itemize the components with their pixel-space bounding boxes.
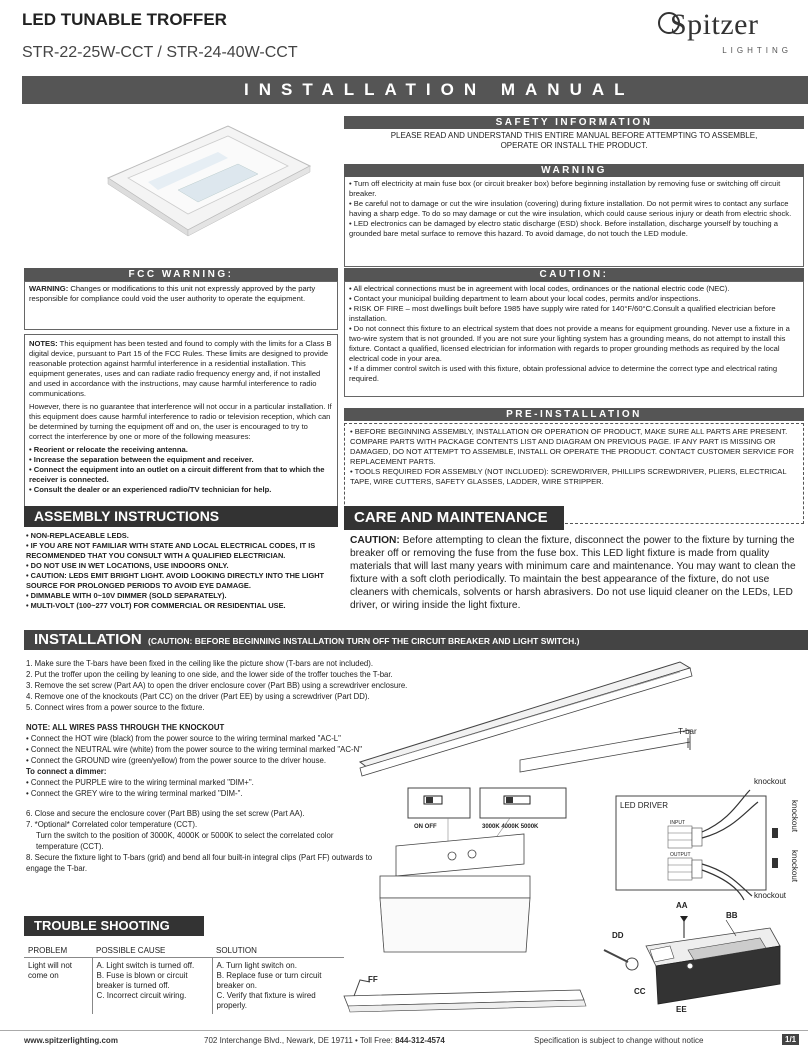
logo-word: Spitzer [670, 8, 759, 41]
tbar-label: T-bar [678, 727, 697, 736]
exploded-view-drawing [604, 916, 780, 1004]
trouble-section [24, 916, 344, 1014]
installation-heading: INSTALLATION [34, 631, 142, 648]
wire-item: • Connect the NEUTRAL wire (white) from the power source to the wiring terminal marked "AC-N" [26, 745, 362, 754]
install-step: Turn the switch to the position of 3000K, 4000K or 5000K to select the correlated color temperature (CCT). [36, 831, 334, 851]
cct-switch [480, 788, 566, 830]
caution-item: • Do not connect this fixture to an electrical system that does not provide a means for equipment grounding. Never use a fixture in a two-wire system that is not grounded. If you are not sure your lighting system has a grounding means, do not attempt to install this fixture. Contact a qualified, licensed electrician for information with regards to proper grounding methods as required by the local electrical code in your area. [349, 324, 790, 363]
safety-text-line2: OPERATE OR INSTALL THE PRODUCT. [500, 141, 648, 150]
trouble-solution: B. Replace fuse or turn circuit breaker on. [216, 971, 322, 990]
knockout-label-2: knockout [790, 800, 799, 833]
trouble-col-problem: PROBLEM [24, 944, 92, 958]
input-label: INPUT [670, 820, 685, 826]
fcc-para2: However, there is no guarantee that interference will not occur in a particular installation. If this equipment does cause harmful interference to radio or television reception, which can be determined by turning the equipment off and on, the user is encouraged to try to correct the interference by one or more of the following measures: [29, 402, 332, 441]
dimmer-item: • Connect the GREY wire to the wiring terminal marked "DIM-". [26, 789, 243, 798]
footer-phone: 844-312-4574 [395, 1036, 445, 1045]
caution-item: • RISK OF FIRE – most dwellings built before 1985 have supply wire rated for 140°F/60°C.Consult a qualified electrician before installation. [349, 304, 776, 323]
fcc-warning-label: WARNING: [29, 284, 69, 293]
manual-band: INSTALLATION MANUAL [22, 76, 808, 104]
safety-heading: SAFETY INFORMATION [344, 116, 804, 129]
fixture-back-drawing [380, 834, 530, 952]
warning-item: • LED electronics can be damaged by electro static discharge (ESD) shock. Before installation, discharge yourself by touching a grounded bare metal surface to remove this hazard. To avoid damage, do not touch the LED module. [349, 219, 778, 238]
tbar-drawing [360, 662, 692, 776]
install-step: 4. Remove one of the knockouts (Part CC) on the driver (Part EE) by using a screwdriver (Part DD). [26, 692, 370, 701]
trouble-col-solution: SOLUTION [212, 944, 344, 958]
preinstall-item: • BEFORE BEGINNING ASSEMBLY, INSTALLATION OR OPERATION OF PRODUCT, MAKE SURE ALL PARTS ARE PRESENT. COMPARE PARTS WITH PACKAGE CONTENTS LIST AND DIAGRAM ON PREVIOUS PAGE. IF ANY PART IS MISSING OR DAMAGED, DO NOT ATTEMPT TO ASSEMBLE, INSTALL OR OPERATE THE PRODUCT. CONTACT CUSTOMER SERVICE FOR REPLACEMENT PARTS. [350, 427, 795, 466]
caution-item: • Contact your municipal building department to learn about your local codes, permits and/or inspections. [349, 294, 701, 303]
trouble-col-cause: POSSIBLE CAUSE [92, 944, 212, 958]
trouble-cause: A. Light switch is turned off. [96, 961, 195, 970]
dimmer-heading: To connect a dimmer: [26, 767, 107, 776]
assembly-section [24, 506, 338, 611]
fcc-measure: • Increase the separation between the equipment and receiver. [29, 455, 254, 464]
care-section [344, 506, 804, 612]
label-aa: AA [676, 901, 688, 910]
spitzer-logo [656, 6, 798, 58]
logo-subtitle: LIGHTING [722, 46, 792, 55]
dimmer-item: • Connect the PURPLE wire to the wiring terminal marked "DIM+". [26, 778, 254, 787]
led-driver-diagram [616, 790, 778, 900]
footer-rule [0, 1030, 808, 1031]
clip-ff-drawing [344, 980, 586, 1012]
knockout-label-3: knockout [790, 850, 799, 883]
install-step: 6. Close and secure the enclosure cover (Part BB) using the set screw (Part AA). [26, 809, 305, 818]
warning-heading: WARNING [344, 164, 804, 177]
label-ee: EE [676, 1005, 687, 1014]
cct-label: 3000K 4000K 5000K [482, 824, 539, 830]
trouble-solution: A. Turn light switch on. [216, 961, 297, 970]
fcc-warning-text: Changes or modifications to this unit not expressly approved by the party responsible for compliance could void the user authority to operate the equipment. [29, 284, 316, 303]
caution-item: • If a dimmer control switch is used with this fixture, obtain professional advice to determine the correct type and electrical rating required. [349, 364, 778, 383]
footer-spec: Specification is subject to change without notice [534, 1036, 704, 1045]
install-step: 1. Make sure the T-bars have been fixed in the ceiling like the picture show (T-bars are not included). [26, 659, 374, 668]
on-off-label: ON OFF [414, 824, 437, 830]
model-numbers: STR-22-25W-CCT / STR-24-40W-CCT [22, 44, 298, 61]
table-row [24, 958, 344, 1015]
footer-address: 702 Interchange Blvd., Newark, DE 19711 • Toll Free: [204, 1036, 396, 1045]
install-step: 3. Remove the set screw (Part AA) to open the driver enclosure cover (Part BB) using a screwdriver enclosure. [26, 681, 408, 690]
page-number: 1/1 [782, 1034, 799, 1045]
installation-band [24, 630, 808, 650]
install-step: 8. Secure the fixture light to T-bars (grid) and bend all four built-in integral clips (Part FF) outwards to engage the T-bar. [26, 853, 373, 873]
output-label: OUTPUT [670, 852, 691, 858]
installation-diagram [340, 650, 806, 1030]
label-dd: DD [612, 931, 624, 940]
install-step: 2. Put the troffer upon the ceiling by leaning to one side, and the lower side of the troffer touches the T-bar. [26, 670, 393, 679]
trouble-problem: Light will not come on [24, 958, 92, 1015]
warning-item: • Turn off electricity at main fuse box (or circuit breaker box) before beginning installation by removing fuse or switching off circuit breaker. [349, 179, 781, 198]
footer-website[interactable]: www.spitzerlighting.com [24, 1036, 118, 1045]
fcc-section [24, 268, 338, 510]
trouble-solution: C. Verify that fixture is wired properly. [216, 991, 316, 1010]
assembly-item: • NON-REPLACEABLE LEDS. [26, 531, 129, 540]
fcc-measure: • Connect the equipment into an outlet on a circuit different from that to which the receiver is connected. [29, 465, 325, 484]
note-heading: NOTE: ALL WIRES PASS THROUGH THE KNOCKOUT [26, 723, 225, 732]
on-off-switch [408, 788, 470, 830]
label-cc: CC [634, 987, 646, 996]
troffer-product-image [88, 118, 318, 240]
trouble-table [24, 944, 344, 1014]
label-bb: BB [726, 911, 738, 920]
footer-address-block [204, 1036, 445, 1045]
care-label: CAUTION: [350, 535, 400, 546]
wire-item: • Connect the GROUND wire (green/yellow) from the power source to the driver house. [26, 756, 327, 765]
fcc-measure: • Consult the dealer or an experienced radio/TV technician for help. [29, 485, 272, 494]
wire-item: • Connect the HOT wire (black) from the power source to the wiring terminal marked "AC-L" [26, 734, 341, 743]
trouble-cause: C. Incorrect circuit wiring. [96, 991, 187, 1000]
safety-section [344, 116, 804, 151]
assembly-heading: ASSEMBLY INSTRUCTIONS [24, 506, 338, 527]
warning-section [344, 164, 804, 267]
warning-item: • Be careful not to damage or cut the wire insulation (covering) during fixture installation. Do not permit wires to contact any surface having a sharp edge. To do so may damage or cut the wire insulation, which could cause serious injury or death from electric shock. [349, 199, 792, 218]
preinstall-heading: PRE-INSTALLATION [344, 408, 804, 421]
caution-section [344, 268, 804, 397]
fcc-notes-label: NOTES: [29, 339, 58, 348]
assembly-item: • MULTI-VOLT (100~277 VOLT) FOR COMMERCIAL OR RESIDENTIAL USE. [26, 601, 286, 610]
installation-subheading: (CAUTION: BEFORE BEGINNING INSTALLATION TURN OFF THE CIRCUIT BREAKER AND LIGHT SWITCH.) [148, 636, 580, 646]
care-text: Before attempting to clean the fixture, disconnect the power to the fixture by turning the breaker off or removing the fuse from the fuse box. This LED light fixture is made from quality materials that will last many years with minimum care and maintenance. You may want to clean the fixture with a soft cloth periodically. To maintain the best appearance of the fixture, do not use cleaners with chemicals, solvents or harsh abrasivers. Do not use liquid cleaner on the LEDs, LED driver, or wiring inside the light fixture. [350, 535, 796, 611]
knockout-label-4: knockout [754, 891, 787, 900]
install-step: 5. Connect wires from a power source to the fixture. [26, 703, 205, 712]
caution-heading: CAUTION: [344, 268, 804, 281]
trouble-heading: TROUBLE SHOOTING [24, 916, 204, 936]
assembly-item: • DIMMABLE WITH 0~10V DIMMER (SOLD SEPARATELY). [26, 591, 227, 600]
fcc-measure: • Reorient or relocate the receiving antenna. [29, 445, 188, 454]
document-title: LED TUNABLE TROFFER [22, 10, 227, 29]
safety-text-line1: PLEASE READ AND UNDERSTAND THIS ENTIRE MANUAL BEFORE ATTEMPTING TO ASSEMBLE, [390, 131, 758, 140]
led-driver-label: LED DRIVER [620, 801, 669, 810]
install-step: 7. *Optional* Correlated color temperature (CCT). [26, 820, 198, 829]
preinstall-item: • TOOLS REQUIRED FOR ASSEMBLY (NOT INCLUDED): SCREWDRIVER, PHILLIPS SCREWDRIVER, PLIERS, ELECTRICAL TAPE, WIRE CUTTERS, SAFETY GLASSES, LADDER, WIRE STRIPPER. [350, 467, 787, 486]
assembly-item: • IF YOU ARE NOT FAMILIAR WITH STATE AND LOCAL ELECTRICAL CODES, IT IS RECOMMENDED THAT YOU CONSULT WITH A QUALIFIED ELECTRICIAN. [26, 541, 316, 560]
assembly-item: • DO NOT USE IN WET LOCATIONS, USE INDOORS ONLY. [26, 561, 229, 570]
fcc-heading: FCC WARNING: [24, 268, 338, 281]
caution-item: • All electrical connections must be in agreement with local codes, ordinances or the national electric code (NEC). [349, 284, 730, 293]
care-heading: CARE AND MAINTENANCE [344, 506, 564, 530]
fcc-notes-text: This equipment has been tested and found to comply with the limits for a Class B digital device, pursuant to Part 15 of the FCC Rules. These limits are designed to provide reasonable protection against harmful interference in a residential installation. This equipment generates, uses and can radiate radio frequency energy and, if not installed and used in accordance with the instructions, may cause harmful interference to radio communications. [29, 339, 332, 398]
label-ff: FF [368, 975, 378, 984]
assembly-item: • CAUTION: LEDS EMIT BRIGHT LIGHT. AVOID LOOKING DIRECTLY INTO THE LIGHT SOURCE FOR PROLONGED PERIODS TO AVOID EYE DAMAGE. [26, 571, 325, 590]
trouble-cause: B. Fuse is blown or circuit breaker is turned off. [96, 971, 188, 990]
knockout-label-1: knockout [754, 777, 787, 786]
